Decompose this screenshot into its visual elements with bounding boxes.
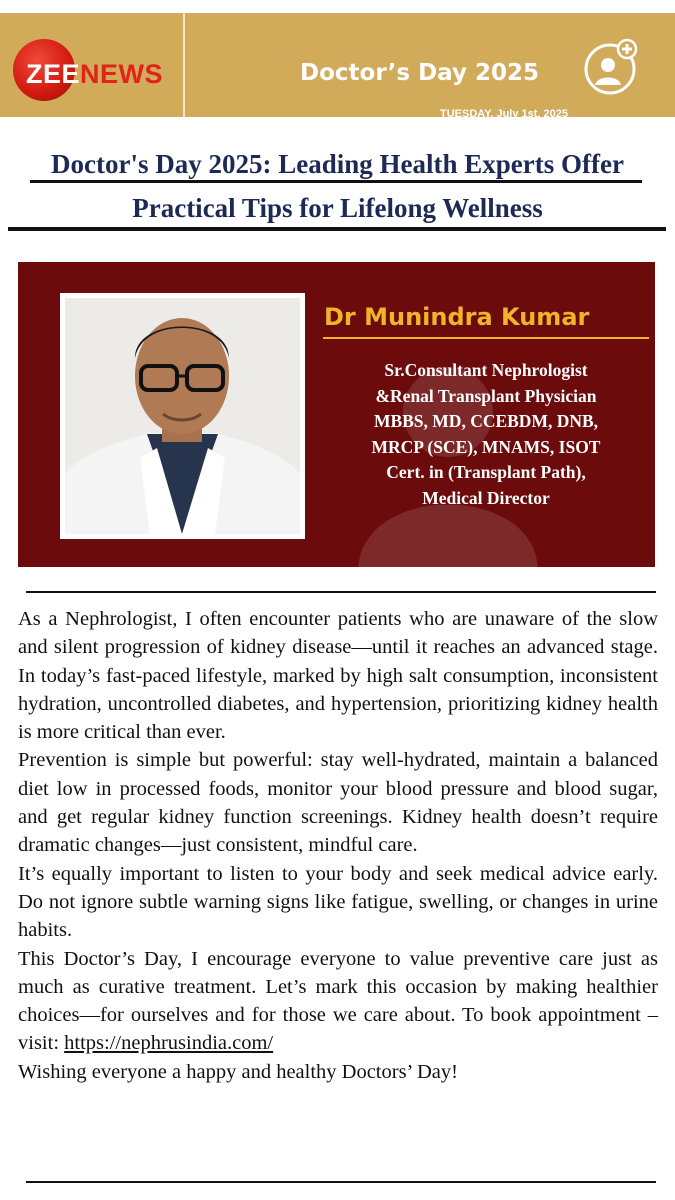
- credential-line: MBBS, MD, CCEBDM, DNB,: [373, 411, 599, 431]
- doctor-profile-card: [18, 262, 655, 567]
- credential-line: &Renal Transplant Physician: [375, 385, 597, 406]
- section-rule-top: [26, 591, 656, 593]
- doctor-name: Dr Munindra Kumar: [324, 303, 590, 331]
- section-rule-bottom: [26, 1181, 656, 1183]
- closing-line: Wishing everyone a happy and healthy Doctors’ Day!: [18, 1060, 458, 1083]
- headline-line-2: Practical Tips for Lifelong Wellness: [132, 193, 543, 223]
- doctor-name-underline: [323, 337, 649, 339]
- article-paragraph-2: Prevention is simple but powerful: stay well-hydrated, maintain a balanced diet low in processed foods, monitor your blood pressure and blood sugar, and get regular kidney function screenings. Kidney health doesn’t require dramatic changes—just consistent, mindful care.: [18, 749, 658, 857]
- masthead: [0, 13, 675, 120]
- credential-line: MRCP (SCE), MNAMS, ISOT: [371, 436, 601, 457]
- appointment-text: This Doctor’s Day, I encourage everyone to value preventive care just as much as curative treatment. Let’s mark this occasion by making healthier choices—for ourselves and for those we care about. To book appointment – visit:: [18, 947, 658, 1055]
- zee-news-logo[interactable]: [26, 61, 163, 88]
- header-title: Doctor’s Day 2025: [300, 60, 539, 86]
- header-date: TUESDAY, July 1st, 2025: [440, 108, 568, 120]
- headline-rule-bottom: [8, 227, 666, 231]
- credential-line: Cert. in (Transplant Path),: [386, 462, 586, 482]
- article-headline: [0, 142, 675, 230]
- credential-line: Sr.Consultant Nephrologist: [384, 360, 588, 380]
- logo-part-news: NEWS: [80, 59, 164, 89]
- header-divider: [183, 13, 185, 117]
- article-body: [18, 605, 658, 1086]
- logo-part-zee: ZEE: [26, 59, 81, 89]
- doctor-photo: [65, 298, 300, 534]
- headline-line-1: Doctor's Day 2025: Leading Health Experts Offer: [51, 149, 624, 179]
- nephrusindia-link[interactable]: https://nephrusindia.com/: [64, 1032, 274, 1055]
- credential-line: Medical Director: [422, 487, 550, 508]
- article-paragraph-4: [18, 945, 658, 1058]
- article-paragraph-1: As a Nephrologist, I often encounter patients who are unaware of the slow and silent progression of kidney disease—until it reaches an advanced stage. In today’s fast-paced lifestyle, marked by high salt consumption, inconsistent hydration, uncontrolled diabetes, and hypertension, prioritizing kidney health is more critical than ever.: [18, 608, 658, 744]
- doctor-photo-frame: [60, 293, 305, 539]
- article-paragraph-3: It’s equally important to listen to your body and seek medical advice early. Do not ignore subtle warning signs like fatigue, swelling, or changes in urine habits.: [18, 862, 658, 942]
- doctor-plus-icon: [580, 37, 640, 97]
- headline-rule-top: [30, 180, 642, 183]
- doctor-credentials: [316, 358, 655, 511]
